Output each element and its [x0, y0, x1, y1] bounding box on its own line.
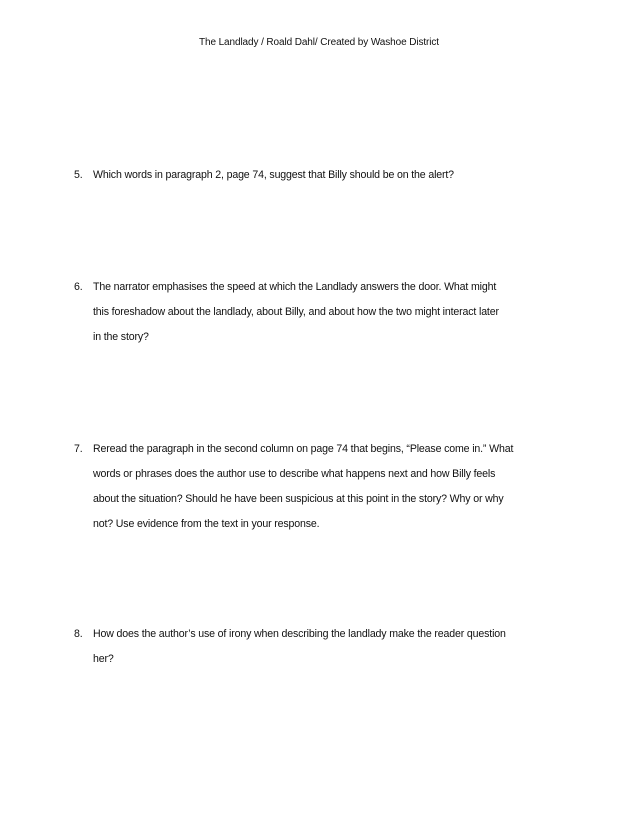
question-number: 7.	[74, 443, 83, 455]
question-5	[74, 163, 574, 188]
question-number: 5.	[74, 169, 83, 181]
question-line: Which words in paragraph 2, page 74, suggest that Billy should be on the alert?	[93, 169, 454, 181]
question-line: in the story?	[93, 331, 149, 343]
question-line: The narrator emphasises the speed at which the Landlady answers the door. What might	[93, 281, 497, 293]
question-line: How does the author’s use of irony when describing the landlady make the reader question	[93, 628, 506, 640]
question-number: 6.	[74, 281, 83, 293]
question-text	[93, 163, 574, 188]
question-line: words or phrases does the author use to describe what happens next and how Billy feels	[93, 468, 496, 480]
question-line: not? Use evidence from the text in your response.	[93, 518, 320, 530]
question-line: about the situation? Should he have been suspicious at this point in the story? Why or why	[93, 493, 504, 505]
question-text	[93, 437, 574, 537]
question-line: this foreshadow about the landlady, about Billy, and about how the two might interact later	[93, 306, 499, 318]
question-text	[93, 275, 574, 350]
question-text	[93, 622, 574, 672]
question-line: Reread the paragraph in the second column on page 74 that begins, “Please come in.” What	[93, 443, 514, 455]
question-6	[74, 275, 574, 350]
question-7	[74, 437, 574, 537]
page-header: The Landlady / Roald Dahl/ Created by Washoe District	[198, 37, 439, 48]
question-line: her?	[93, 653, 114, 665]
question-number: 8.	[74, 628, 83, 640]
question-8	[74, 622, 574, 672]
